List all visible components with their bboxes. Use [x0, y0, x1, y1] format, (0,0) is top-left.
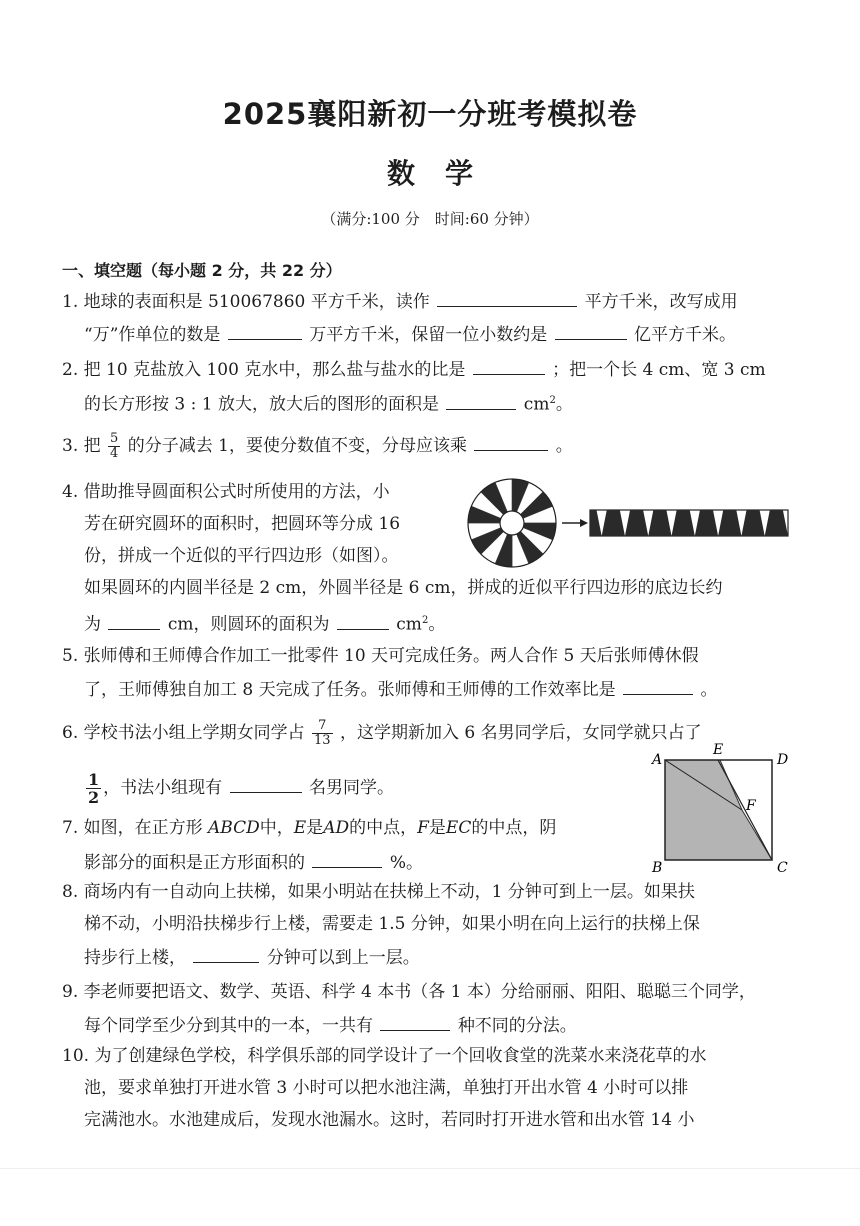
q6-line2 — [84, 771, 394, 806]
q4-text-b: cm，则圆环的面积为 — [167, 614, 330, 635]
q7-text-h: %。 — [389, 853, 423, 873]
q4-line1: 4. 借助推导圆面积公式时所使用的方法，小 — [62, 482, 390, 502]
q2-answer-blank-2[interactable] — [446, 391, 516, 410]
label-E: E — [713, 742, 724, 758]
q4-line3: 份，拼成一个近似的平行四边形（如图）。 — [84, 546, 399, 566]
q2-text-b: ；把一个长 4 cm、宽 3 cm — [552, 360, 766, 380]
q2-unit: cm — [523, 394, 550, 415]
q3-fraction-num: 5 — [110, 431, 119, 446]
q1-text-a: 1. 地球的表面积是 510067860 平方千米，读作 — [62, 292, 430, 312]
q7-text-c: 是 — [306, 818, 324, 838]
q9-answer-blank[interactable] — [380, 1012, 450, 1031]
q5-answer-blank[interactable] — [623, 676, 693, 695]
q6-text-d: 名男同学。 — [308, 778, 394, 798]
q1-answer-blank-2[interactable] — [228, 321, 302, 340]
q1-text-c: “万”作单位的数是 — [84, 325, 221, 345]
q3-answer-blank[interactable] — [474, 432, 548, 451]
square-figure — [640, 738, 800, 878]
q4-answer-blank-2[interactable] — [337, 611, 389, 630]
q8-answer-blank[interactable] — [193, 944, 259, 963]
q6-fraction-1-num: 7 — [312, 719, 333, 734]
q2-text-c: 的长方形按 3 : 1 放大，放大后的图形的面积是 — [84, 394, 439, 415]
q6-text-a: 6. 学校书法小组上学期女同学占 — [62, 723, 305, 743]
q1-line1 — [62, 288, 738, 314]
q6-fraction-2 — [86, 771, 101, 806]
q1-line2 — [84, 321, 736, 347]
q8-line2: 梯不动，小明沿扶梯步行上楼，需要走 1.5 分钟，如果小明在向上运行的扶梯上保 — [84, 914, 700, 934]
q7-text-a: 7. 如图，在正方形 — [62, 818, 203, 838]
q3-text-b: 的分子减去 1，要使分数值不变，分母应该乘 — [127, 436, 467, 456]
q4-line5 — [84, 609, 445, 637]
q4-unit-sup: 2 — [421, 615, 429, 626]
q4-line4: 如果圆环的内圆半径是 2 cm，外圆半径是 6 cm，拼成的近似平行四边形的底边长约 — [84, 578, 723, 598]
subject-title: 数学 — [386, 157, 503, 190]
q5-text-b: 。 — [700, 680, 718, 700]
exam-meta: （满分:100 分 时间:60 分钟） — [321, 210, 539, 228]
q6-fraction-1 — [312, 719, 333, 748]
q6-text-c: ，书法小组现有 — [103, 778, 223, 798]
q7-text-b: 中， — [259, 818, 294, 838]
q9-line1: 9. 李老师要把语文、数学、英语、科学 4 本书（各 1 本）分给丽丽、阳阳、聪聪三个同学， — [62, 982, 756, 1002]
q8-line1: 8. 商场内有一自动向上扶梯，如果小明站在扶梯上不动，1 分钟可到上一层。如果扶 — [62, 882, 695, 902]
q7-line1 — [62, 816, 556, 840]
q6-answer-blank[interactable] — [230, 774, 302, 793]
page-bottom-divider — [0, 1168, 860, 1169]
label-C: C — [777, 860, 788, 876]
q6-fraction-2-num: 1 — [88, 770, 100, 789]
q10-line2: 池，要求单独打开进水管 3 小时可以把水池注满，单独打开出水管 4 小时可以排 — [84, 1078, 689, 1098]
q2-answer-blank-1[interactable] — [473, 356, 545, 375]
q2-text-a: 2. 把 10 克盐放入 100 克水中，那么盐与盐水的比是 — [62, 360, 466, 380]
annulus-ring — [468, 479, 556, 567]
q3-line — [62, 432, 573, 461]
label-A: A — [652, 752, 663, 768]
q2-unit-sup: 2 — [549, 395, 556, 406]
section-heading: 一、填空题（每小题 2 分，共 22 分） — [62, 261, 342, 280]
q10-line3: 完满池水。水池建成后，发现水池漏水。这时，若同时打开进水管和出水管 14 小 — [84, 1110, 695, 1130]
q8-line3 — [84, 944, 420, 970]
q7-abcd: ABCD — [208, 818, 260, 838]
q10-line1: 10. 为了创建绿色学校，科学俱乐部的同学设计了一个回收食堂的洗菜水来浇花草的水 — [62, 1046, 707, 1066]
q8-text-b: 分钟可以到上一层。 — [266, 948, 420, 968]
q1-text-d: 万平方千米，保留一位小数约是 — [309, 325, 548, 345]
q9-text-a: 每个同学至少分到其中的一本，一共有 — [84, 1016, 373, 1036]
shaded-region — [665, 760, 772, 860]
q2-text-d: 。 — [555, 394, 573, 415]
q8-text-a: 持步行上楼， — [84, 948, 186, 968]
q7-f: F — [417, 818, 429, 838]
q2-line2 — [84, 389, 573, 417]
q1-text-e: 亿平方千米。 — [634, 325, 737, 345]
label-F: F — [746, 798, 756, 814]
label-D: D — [777, 752, 789, 768]
q7-ad: AD — [323, 818, 350, 838]
q6-line1 — [62, 719, 702, 748]
q7-line2 — [84, 849, 423, 875]
q3-fraction-den: 4 — [110, 446, 119, 461]
annulus-figure — [462, 472, 792, 572]
q7-text-e: 是 — [428, 818, 446, 838]
q4-line2: 芳在研究圆环的面积时，把圆环等分成 16 — [84, 514, 401, 534]
label-B: B — [652, 860, 663, 876]
q7-text-g: 影部分的面积是正方形面积的 — [84, 853, 305, 873]
q7-ec: EC — [445, 818, 472, 838]
q2-line1 — [62, 356, 766, 382]
q1-text-b: 平方千米，改写成用 — [584, 292, 738, 312]
q6-fraction-2-den: 2 — [88, 788, 100, 807]
q4-text-a: 为 — [84, 614, 101, 635]
arrow-icon — [562, 519, 588, 527]
q6-fraction-1-den: 13 — [314, 733, 331, 748]
q9-text-b: 种不同的分法。 — [457, 1016, 577, 1036]
q7-text-f: 的中点，阴 — [471, 818, 557, 838]
annulus-inner-circle — [500, 511, 524, 535]
q6-text-b: ，这学期新加入 6 名男同学后，女同学就只占了 — [339, 723, 702, 743]
q1-answer-blank-1[interactable] — [437, 288, 577, 307]
q4-answer-blank-1[interactable] — [108, 611, 160, 630]
page-title: 2025襄阳新初一分班考模拟卷 — [222, 97, 638, 131]
q5-text-a: 了，王师傅独自加工 8 天完成了任务。张师傅和王师傅的工作效率比是 — [84, 680, 616, 700]
q1-answer-blank-3[interactable] — [555, 321, 627, 340]
q3-text-a: 3. 把 — [62, 436, 101, 456]
q9-line2 — [84, 1012, 577, 1038]
q4-unit: cm — [396, 614, 422, 635]
q3-fraction — [108, 432, 120, 461]
parallelogram-strip — [590, 510, 788, 536]
q7-answer-blank[interactable] — [312, 849, 382, 868]
q5-line1: 5. 张师傅和王师傅合作加工一批零件 10 天可完成任务。两人合作 5 天后张师傅休假 — [62, 646, 699, 666]
q3-text-c: 。 — [555, 436, 573, 456]
q4-text-d: 。 — [428, 614, 446, 635]
q7-e: E — [293, 818, 307, 838]
q7-text-d: 的中点， — [349, 818, 418, 838]
q5-line2 — [84, 676, 717, 702]
